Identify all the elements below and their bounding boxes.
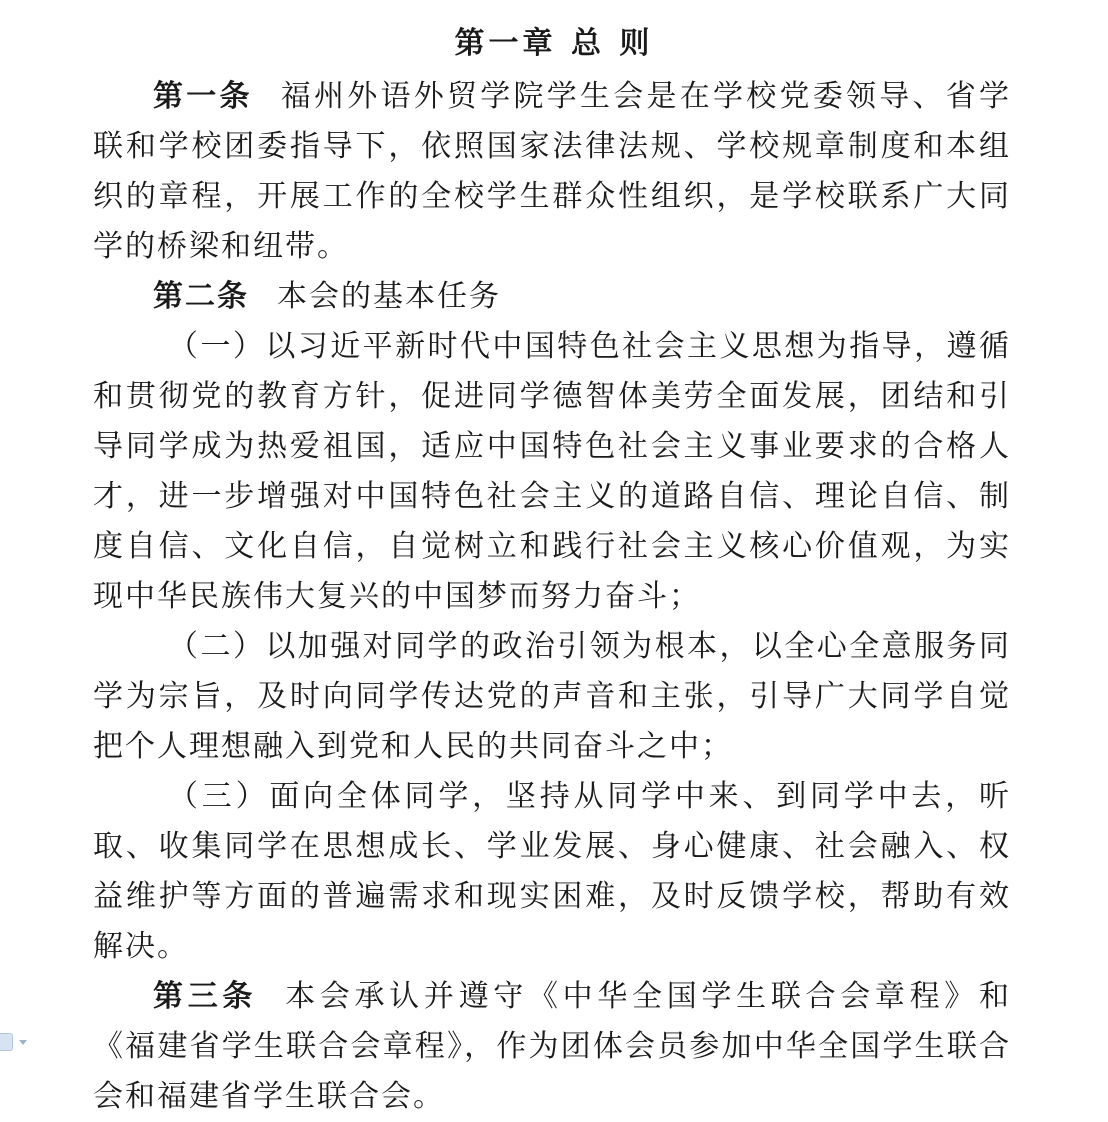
article-2-item-2: （二）以加强对同学的政治引领为根本，以全心全意服务同学为宗旨，及时向同学传达党的声音和主张，引导广大同学自觉把个人理想融入到党和人民的共同奋斗之中； <box>93 629 1011 764</box>
article-2 <box>93 272 1011 322</box>
article-2-text: 本会的基本任务 <box>277 279 501 314</box>
article-2-label: 第二条 <box>153 279 249 314</box>
article-3-text: 本会承认并遵守《中华全国学生联合会章程》和《福建省学生联合会章程》，作为团体会员参加中华全国学生联合会和福建省学生联合会。 <box>93 979 1012 1114</box>
chapter-title: 第一章 总 则 <box>454 26 654 61</box>
side-panel-icon <box>0 1033 13 1051</box>
article-3 <box>93 972 1011 1122</box>
article-2-item-3: （三）面向全体同学，坚持从同学中来、到同学中去，听取、收集同学在思想成长、学业发展、身心健康、社会融入、权益维护等方面的普遍需求和现实困难，及时反馈学校，帮助有效解决。 <box>93 779 1011 964</box>
article-1-text: 福州外语外贸学院学生会是在学校党委领导、省学联和学校团委指导下，依照国家法律法规、学校规章制度和本组织的章程，开展工作的全校学生群众性组织，是学校联系广大同学的桥梁和纽带。 <box>93 79 1011 264</box>
chevron-down-icon <box>19 1040 27 1045</box>
article-3-label: 第三条 <box>153 979 258 1014</box>
side-panel-toggle[interactable] <box>0 1030 32 1054</box>
article-1-label: 第一条 <box>153 79 253 114</box>
document-body <box>93 72 1011 1122</box>
article-2-item-1: （一）以习近平新时代中国特色社会主义思想为指导，遵循和贯彻党的教育方针，促进同学德智体美劳全面发展，团结和引导同学成为热爱祖国，适应中国特色社会主义事业要求的合格人才，进一步增强对中国特色社会主义的道路自信、理论自信、制度自信、文化自信，自觉树立和践行社会主义核心价值观，为实现中华民族伟大复兴的中国梦而努力奋斗； <box>93 329 1011 614</box>
article-1 <box>93 72 1011 272</box>
